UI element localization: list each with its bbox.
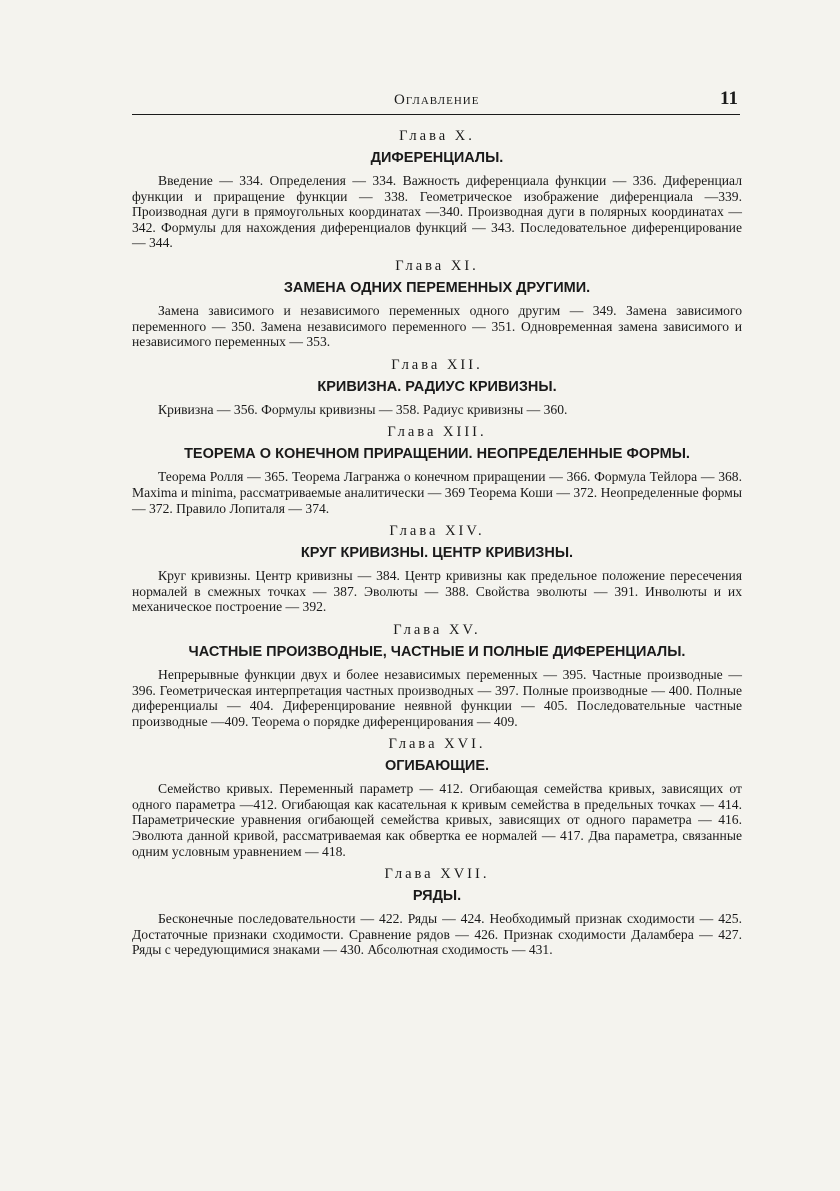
chapter-contents: Круг кривизны. Центр кривизны — 384. Центр кривизны как предельное положение пересечения нормалей в смежных точках — 387. Эволюты — 388. Свойства эволюты — 391. Инволюты и их механическое построение — 392. bbox=[132, 568, 742, 615]
chapter-contents: Непрерывные функции двух и более независимых переменных — 395. Частные производные — 396. Геометрическая интерпретация частных производных — 397. Полные производные — 400. Полные диференциалы — 404. Диференцирование неявной функции — 405. Последовательные частные производные —409. Теорема о порядке диференцирования — 409. bbox=[132, 666, 742, 729]
chapter-contents: Теорема Ролля — 365. Теорема Лагранжа о конечном приращении — 366. Формула Тейлора — 368. Maxima и minima, рассматриваемые аналитически — 369 Теорема Коши — 372. Неопределенные формы — 372. Правило Лопиталя — 374. bbox=[132, 469, 742, 516]
chapter-contents: Введение — 334. Определения — 334. Важность диференциала функции — 336. Диференциал функции и приращение функции — 338. Геометрическое изображение диференциала —339. Производная дуги в прямоугольных координатах —340. Производная дуги в полярных координатах — 342. Формулы для нахождения диференциалов функций — 343. Последовательное диференцирование — 344. bbox=[132, 173, 742, 251]
chapter-contents: Семейство кривых. Переменный параметр — 412. Огибающая семейства кривых, зависящих от одного параметра —412. Огибающая как касательная к кривым семейства в предельных точках — 414. Параметрические уравнения огибающей семейства кривых, зависящих от одного параметра — 416. Эволюта данной кривой, рассматриваемая как обвертка ее нормалей — 417. Два параметра, связанные одним условным уравнением — 418. bbox=[132, 781, 742, 859]
chapter-title: ТЕОРЕМА О КОНЕЧНОМ ПРИРАЩЕНИИ. НЕОПРЕДЕЛЕННЫЕ ФОРМЫ. bbox=[184, 446, 690, 463]
table-of-contents bbox=[132, 128, 742, 965]
header-title: Оглавление bbox=[394, 92, 480, 108]
chapter-label: Глава XVI. bbox=[388, 736, 486, 753]
chapter-14 bbox=[132, 523, 742, 615]
chapter-16 bbox=[132, 736, 742, 859]
chapter-contents: Кривизна — 356. Формулы кривизны — 358. Радиус кривизны — 360. bbox=[158, 401, 568, 417]
chapter-title: КРИВИЗНА. РАДИУС КРИВИЗНЫ. bbox=[317, 378, 557, 395]
chapter-12 bbox=[132, 357, 742, 418]
chapter-title: КРУГ КРИВИЗНЫ. ЦЕНТР КРИВИЗНЫ. bbox=[300, 545, 574, 562]
chapter-label: Глава XIV. bbox=[389, 523, 485, 540]
chapter-title: ЗАМЕНА ОДНИХ ПЕРЕМЕННЫХ ДРУГИМИ. bbox=[283, 279, 591, 296]
chapter-label: Глава XV. bbox=[393, 621, 481, 638]
chapter-contents: Замена зависимого и независимого переменных одного другим — 349. Замена зависимого переменного — 350. Замена независимого переменного — 351. Одновременная замена зависимого и независимого переменных — 353. bbox=[132, 302, 742, 350]
chapter-label: Глава XII. bbox=[391, 356, 483, 373]
chapter-title: ЧАСТНЫЕ ПРОИЗВОДНЫЕ, ЧАСТНЫЕ И ПОЛНЫЕ ДИФЕРЕНЦИАЛЫ. bbox=[188, 643, 686, 660]
chapter-13 bbox=[132, 424, 742, 516]
running-header bbox=[132, 88, 740, 115]
chapter-title: ДИФЕРЕНЦИАЛЫ. bbox=[370, 150, 504, 166]
chapter-label: Глава XVII. bbox=[384, 866, 490, 883]
chapter-11 bbox=[132, 258, 742, 350]
chapter-title: ОГИБАЮЩИЕ. bbox=[384, 758, 490, 775]
chapter-10 bbox=[132, 128, 742, 251]
page-number: 11 bbox=[720, 88, 738, 109]
chapter-label: Глава XI. bbox=[395, 257, 479, 274]
chapter-label: Глава X. bbox=[399, 128, 475, 144]
chapter-17 bbox=[132, 866, 742, 958]
chapter-title: РЯДЫ. bbox=[412, 888, 462, 905]
chapter-contents: Бесконечные последовательности — 422. Ряды — 424. Необходимый признак сходимости — 425. Достаточные признаки сходимости. Сравнение рядов — 426. Признак сходимости Даламбера — 427. Ряды с чередующимися знаками — 430. Абсолютная сходимость — 431. bbox=[132, 911, 742, 958]
chapter-label: Глава XIII. bbox=[387, 424, 487, 441]
chapter-15 bbox=[132, 622, 742, 729]
